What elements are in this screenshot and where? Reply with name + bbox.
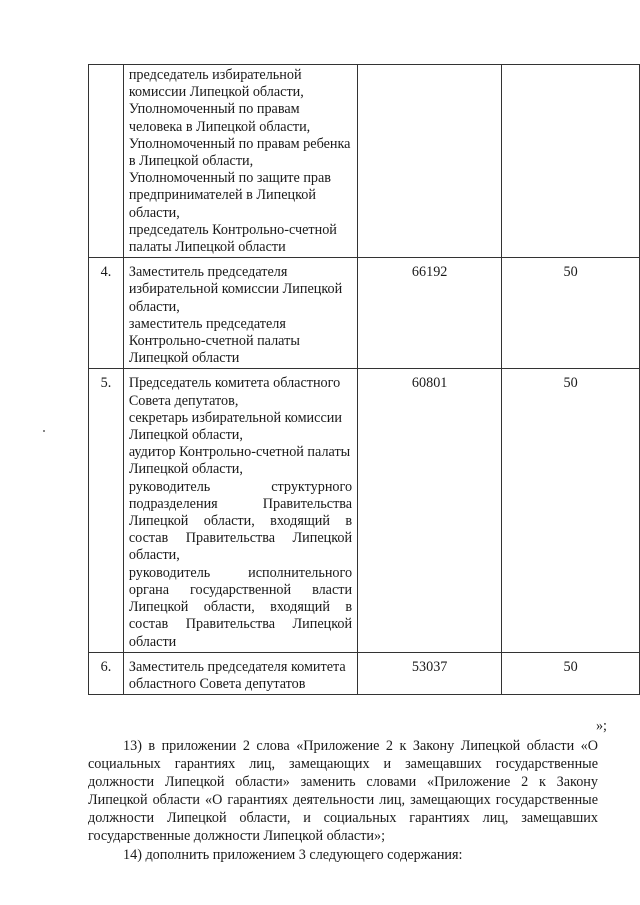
amount-cell: 60801 xyxy=(358,369,502,652)
percent-cell: 50 xyxy=(502,369,640,652)
table-row xyxy=(89,652,640,694)
position-line: руководитель исполнительного xyxy=(128,564,353,581)
position-line: комиссии Липецкой области, xyxy=(128,84,304,101)
position-line: председатель Контрольно-счетной xyxy=(128,221,337,238)
position-line: палаты Липецкой области xyxy=(128,239,286,256)
position-line: Уполномоченный по правам xyxy=(128,101,300,118)
row-number-cell xyxy=(89,65,124,258)
position-line: состав Правительства Липецкой xyxy=(128,616,353,633)
position-line: Председатель комитета областного xyxy=(128,375,341,392)
position-line: избирательной комиссии Липецкой xyxy=(128,281,343,298)
position-line: области, xyxy=(128,204,180,221)
amount-cell: 66192 xyxy=(358,258,502,369)
row-number-cell: 5. xyxy=(89,369,124,652)
table-row xyxy=(89,65,640,258)
scan-speck xyxy=(43,430,45,432)
position-line: Совета депутатов, xyxy=(128,392,239,409)
percent-cell: 50 xyxy=(502,652,640,694)
paragraph-14: 14) дополнить приложением 3 следующего содержания: xyxy=(123,847,463,863)
position-line: Липецкой области, xyxy=(128,461,243,478)
position-line: председатель избирательной xyxy=(128,67,302,83)
positions-table xyxy=(88,64,640,695)
position-line: руководитель структурного xyxy=(128,478,353,495)
position-line: подразделения Правительства xyxy=(128,495,353,512)
row-number-cell: 6. xyxy=(89,652,124,694)
position-line: аудитор Контрольно-счетной палаты xyxy=(128,444,351,461)
position-line: Контрольно-счетной палаты xyxy=(128,333,300,350)
position-line: в Липецкой области, xyxy=(128,153,254,170)
position-cell xyxy=(123,258,357,369)
position-line: Уполномоченный по правам ребенка xyxy=(128,135,351,152)
position-line: секретарь избирательной комиссии xyxy=(128,409,342,426)
table-row xyxy=(89,258,640,369)
row-number-cell: 4. xyxy=(89,258,124,369)
position-line: Липецкой области, xyxy=(128,427,243,444)
position-cell xyxy=(123,652,357,694)
position-line: Липецкой области, входящий в xyxy=(128,513,353,530)
position-line: состав Правительства Липецкой xyxy=(128,530,353,547)
position-line: области xyxy=(128,633,177,650)
position-line: органа государственной власти xyxy=(128,581,353,598)
position-line: областного Совета депутатов xyxy=(128,675,306,692)
paragraph-13: 13) в приложении 2 слова «Приложение 2 к Закону Липецкой области «О социальных гарантиях лиц, замещающих и замещавших государственные должности Липецкой области» заменить словами «Приложение 2 к Закону Липецкой области «О гарантиях деятельности лиц, замещающих государственные должности Липецкой области, и социальных гарантиях лиц, замещавших государственные должности Липецкой области»; xyxy=(88,738,598,844)
position-line: Заместитель председателя комитета xyxy=(128,658,346,675)
position-line: области, xyxy=(128,547,180,564)
position-line: Уполномоченный по защите прав xyxy=(128,170,332,187)
position-line: области, xyxy=(128,298,180,315)
position-line: Липецкой области xyxy=(128,350,240,367)
position-cell xyxy=(123,65,357,258)
closing-quote-mark: »; xyxy=(595,718,607,734)
table-row xyxy=(89,369,640,652)
position-line: предпринимателей в Липецкой xyxy=(128,187,316,204)
position-line: заместитель председателя xyxy=(128,315,286,332)
position-line: Заместитель председателя xyxy=(128,264,288,281)
percent-cell: 50 xyxy=(502,258,640,369)
amount-cell xyxy=(358,65,502,258)
position-line: человека в Липецкой области, xyxy=(128,118,311,135)
position-line: Липецкой области, входящий в xyxy=(128,599,353,616)
percent-cell xyxy=(502,65,640,258)
amount-cell: 53037 xyxy=(358,652,502,694)
position-cell xyxy=(123,369,357,652)
